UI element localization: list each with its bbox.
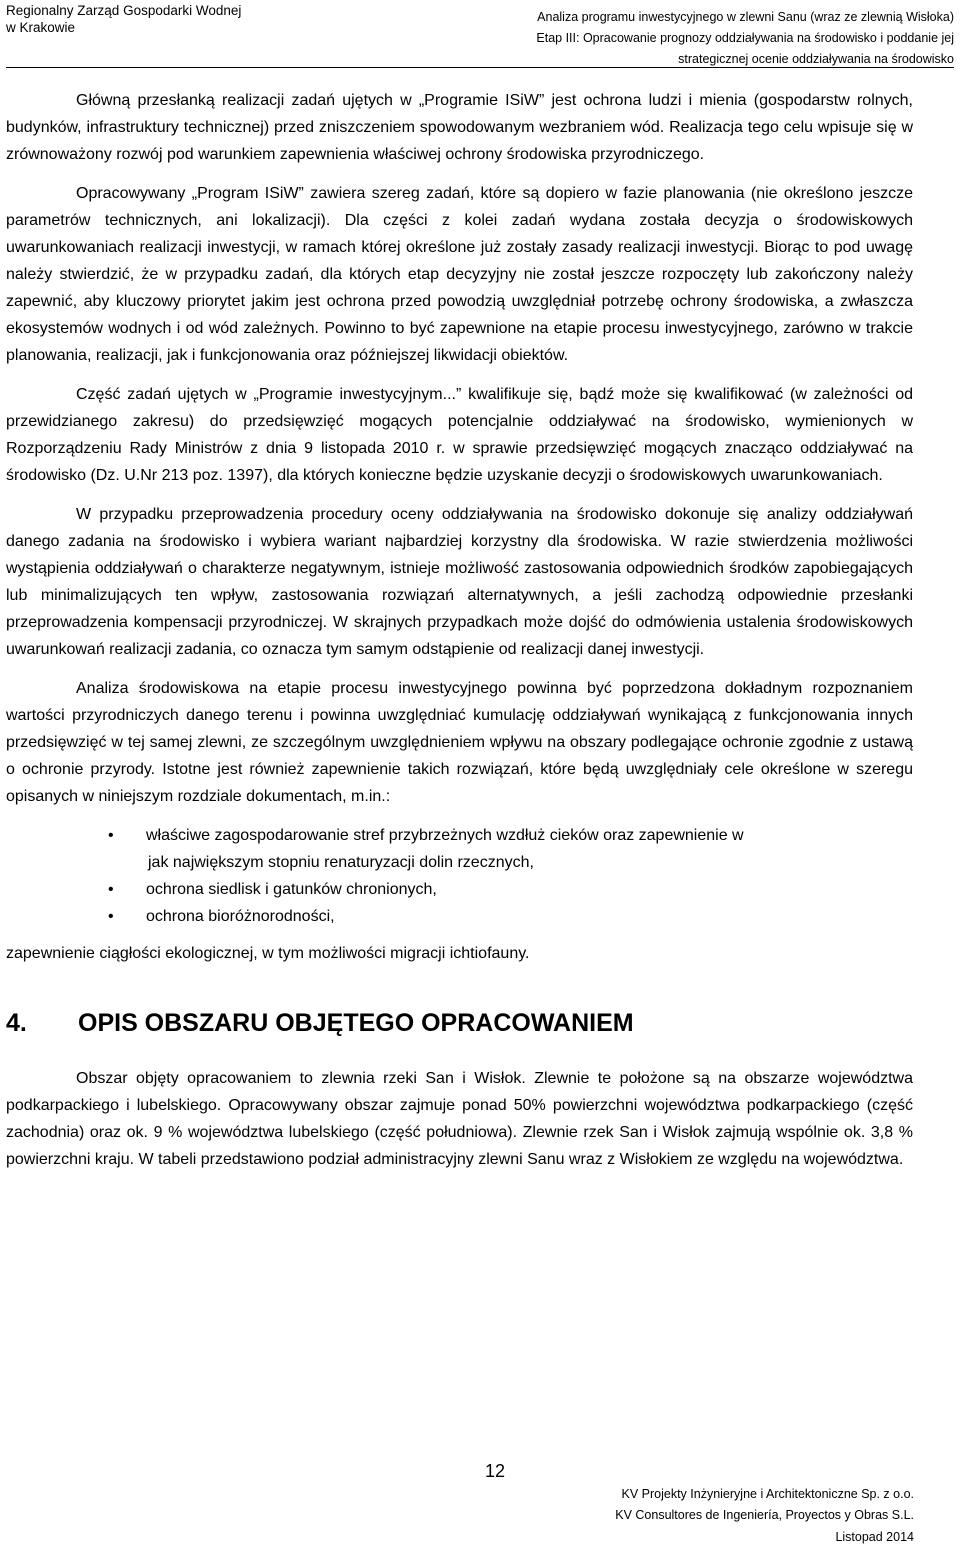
- page-footer: [615, 1484, 914, 1548]
- section-title: OPIS OBSZARU OBJĘTEGO OPRACOWANIEM: [78, 1009, 634, 1037]
- header-title-line3: strategicznej ocenie oddziaływania na środowisko: [678, 52, 954, 66]
- list-item: [6, 822, 913, 876]
- header-org-line2: w Krakowie: [6, 20, 76, 35]
- header-organization: [6, 2, 241, 36]
- header-divider: [6, 67, 954, 68]
- paragraph-1: Główną przesłanką realizacji zadań ujętych w „Programie ISiW” jest ochrona ludzi i mienia (gospodarstw rolnych, budynków, infrastruktury technicznej) przed zniszczeniem spowodowanym wezbraniem wód. Realizacja tego celu wpisuje się w zrównoważony rozwój pod warunkiem zapewnienia właściwej ochrony środowiska przyrodniczego.: [6, 92, 913, 163]
- header-title-line2: Etap III: Opracowanie prognozy oddziaływania na środowisko i poddanie jej: [536, 31, 954, 45]
- list-item-line1: właściwe zagospodarowanie stref przybrzeżnych wzdłuż cieków oraz zapewnienie w: [146, 827, 744, 844]
- page-header: [0, 0, 960, 68]
- paragraph-4: W przypadku przeprowadzenia procedury oceny oddziaływania na środowisko dokonuje się analizy oddziaływań danego zadania na środowisko i wybiera wariant najbardziej korzystny dla środowiska. W razie stwierdzenia możliwości wystąpienia oddziaływań o charakterze negatywnym, istnieje możliwość zastosowania odpowiednich środków zapobiegających lub minimalizujących ten wpływ, zastosowania rozwiązań alternatywnych, a jeśli zachodzą odpowiednie przesłanki przeprowadzenia kompensacji przyrodniczej. W skrajnych przypadkach może dojść do odmówienia ustalenia środowiskowych uwarunkowań realizacji zadania, co oznacza tym samym odstąpienie od realizacji danej inwestycji.: [6, 506, 913, 658]
- section-heading: [6, 1007, 913, 1039]
- footer-company-1: KV Projekty Inżynieryjne i Architektoniczne Sp. z o.o.: [621, 1487, 914, 1501]
- objectives-list: [6, 822, 913, 930]
- paragraph-3: Część zadań ujętych w „Programie inwestycyjnym...” kwalifikuje się, bądź może się kwalifikować (w zależności od przewidzianego zakresu) do przedsięwzięć mogących potencjalnie oddziaływać na środowisko, wymienionych w Rozporządzeniu Rady Ministrów z dnia 9 listopada 2010 r. w sprawie przedsięwzięć mogących znacząco oddziaływać na środowisko (Dz. U.Nr 213 poz. 1397), dla których konieczne będzie uzyskanie decyzji o środowiskowych uwarunkowaniach.: [6, 386, 913, 484]
- header-document-title: [536, 7, 954, 70]
- header-title-line1: Analiza programu inwestycyjnego w zlewni Sanu (wraz ze zlewnią Wisłoka): [537, 10, 954, 24]
- paragraph-6: zapewnienie ciągłości ekologicznej, w tym możliwości migracji ichtiofauny.: [6, 945, 530, 962]
- footer-date: Listopad 2014: [835, 1530, 914, 1544]
- bullet-icon: •: [108, 827, 114, 844]
- footer-company-2: KV Consultores de Ingeniería, Proyectos y Obras S.L.: [615, 1508, 914, 1522]
- list-item-line2: jak największym stopniu renaturyzacji dolin rzecznych,: [148, 854, 534, 871]
- section-number: 4.: [6, 1009, 27, 1037]
- list-item: [6, 876, 913, 903]
- header-org-line1: Regionalny Zarząd Gospodarki Wodnej: [6, 3, 242, 18]
- list-item-line1: ochrona bioróżnorodności,: [146, 908, 335, 925]
- bullet-icon: •: [108, 908, 114, 925]
- paragraph-5: Analiza środowiskowa na etapie procesu inwestycyjnego powinna być poprzedzona dokładnym rozpoznaniem wartości przyrodniczych danego terenu i powinna uwzględniać kumulację oddziaływań wynikającą z funkcjonowania innych przedsięwzięć w tej samej zlewni, ze szczególnym uwzględnieniem wpływu na obszary podlegające ochronie zgodnie z ustawą o ochronie przyrody. Istotne jest również zapewnienie takich rozwiązań, które będą uwzględniały cele określone w szeregu opisanych w niniejszym rozdziale dokumentach, m.in.:: [6, 680, 913, 805]
- list-item: [6, 903, 913, 930]
- page-number: 12: [484, 1461, 506, 1481]
- bullet-icon: •: [108, 881, 114, 898]
- paragraph-2: Opracowywany „Program ISiW” zawiera szereg zadań, które są dopiero w fazie planowania (nie określono jeszcze parametrów technicznych, ani lokalizacji). Dla części z kolei zadań wydana została decyzja o środowiskowych uwarunkowaniach realizacji inwestycji, w ramach której określone już zostały zasady realizacji inwestycji. Biorąc to pod uwagę należy stwierdzić, że w przypadku zadań, dla których etap decyzyjny nie został jeszcze rozpoczęty lub zakończony należy zapewnić, aby kluczowy priorytet jakim jest ochrona przed powodzią uwzględniał potrzebę ochrony środowiska, a zwłaszcza ekosystemów wodnych i od wód zależnych. Powinno to być zapewnione na etapie procesu inwestycyjnego, zarówno w trakcie planowania, realizacji, jak i funkcjonowania oraz późniejszej likwidacji obiektów.: [6, 185, 913, 364]
- section-paragraph-1: Obszar objęty opracowaniem to zlewnia rzeki San i Wisłok. Zlewnie te położone są na obszarze województwa podkarpackiego i lubelskiego. Opracowywany obszar zajmuje ponad 50% powierzchni województwa podkarpackiego (część zachodnia) oraz ok. 9 % województwa lubelskiego (część południowa). Zlewnie rzek San i Wisłok zajmują wspólnie ok. 3,8 % powierzchni kraju. W tabeli przedstawiono podział administracyjny zlewni Sanu wraz z Wisłokiem ze względu na województwa.: [6, 1070, 913, 1168]
- list-item-line1: ochrona siedlisk i gatunków chronionych,: [146, 881, 437, 898]
- page-content: [6, 87, 913, 1185]
